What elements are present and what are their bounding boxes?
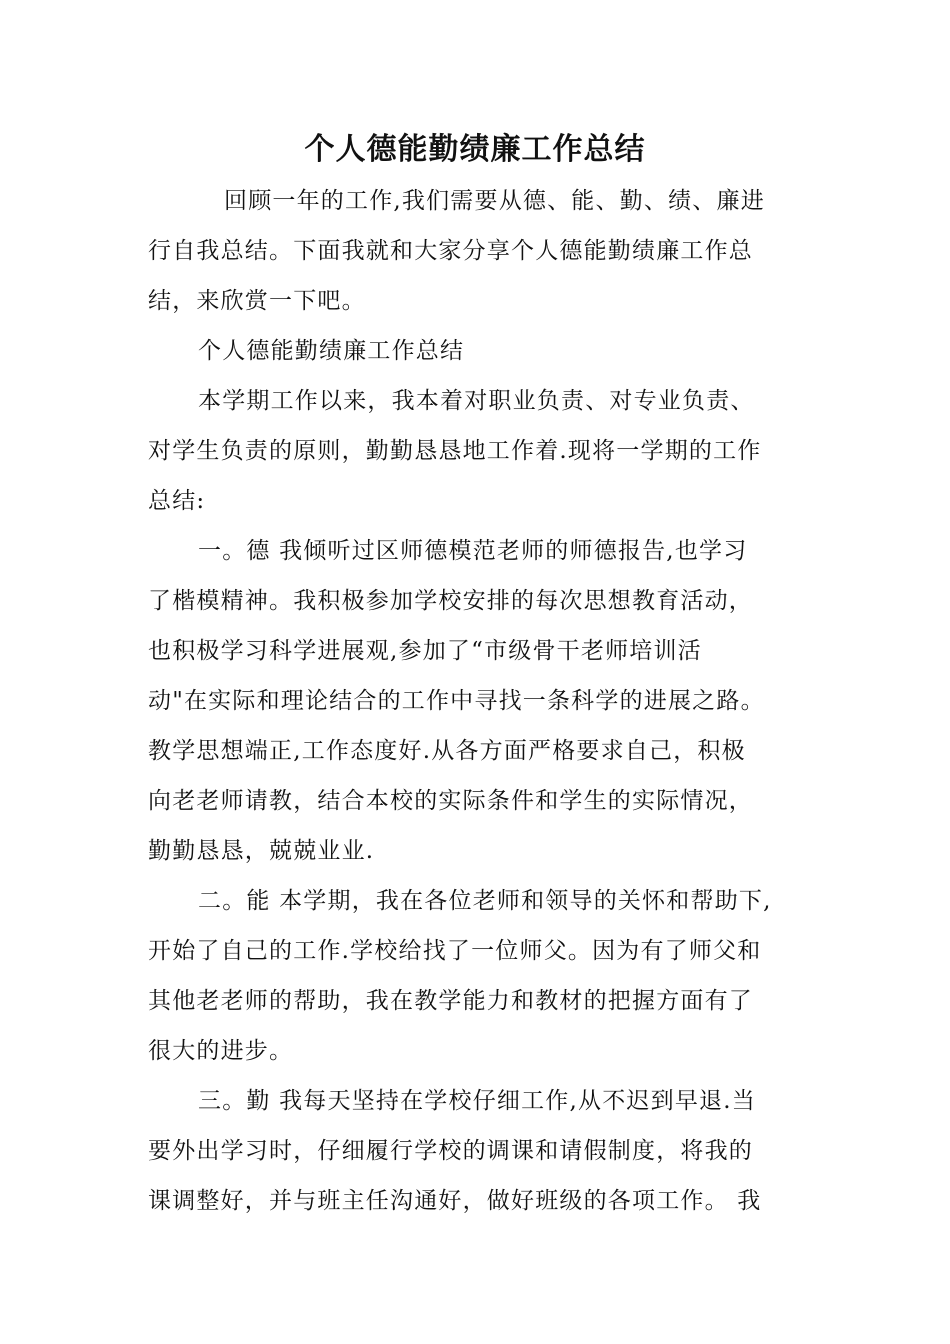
- text-line: 要外出学习时，仔细履行学校的调课和请假制度，将我的: [148, 1138, 753, 1164]
- text-line: 教学思想端正,工作态度好.从各方面严格要求自己，积极: [148, 738, 746, 764]
- section-heading: 个人德能勤绩廉工作总结: [198, 338, 465, 364]
- text-line: 也积极学习科学进展观,参加了“市级骨干老师培训活: [148, 638, 702, 664]
- text-line: 动"在实际和理论结合的工作中寻找一条科学的进展之路。: [148, 688, 765, 714]
- text-line: 本学期工作以来，我本着对职业负责、对专业负责、: [198, 388, 755, 414]
- text-line: 了楷模精神。我积极参加学校安排的每次思想教育活动，: [148, 588, 753, 614]
- document-title: 个人德能勤绩廉工作总结: [304, 132, 646, 167]
- text-line: 行自我总结。下面我就和大家分享个人德能勤绩廉工作总: [148, 238, 753, 264]
- text-line: 勤勤恳恳，兢兢业业.: [148, 838, 375, 864]
- text-line: 很大的进步。: [148, 1038, 294, 1064]
- text-line: 其他老老师的帮助，我在教学能力和教材的把握方面有了: [148, 988, 753, 1014]
- text-line: 开始了自己的工作.学校给找了一位师父。因为有了师父和: [148, 938, 762, 964]
- text-line: 课调整好，并与班主任沟通好，做好班级的各项工作。 我: [148, 1188, 762, 1214]
- text-line: 一。德 我倾听过区师德模范老师的师德报告,也学习: [198, 538, 748, 564]
- text-line: 三。勤 我每天坚持在学校仔细工作,从不迟到早退.当: [198, 1088, 756, 1114]
- text-line: 向老老师请教，结合本校的实际条件和学生的实际情况，: [148, 788, 753, 814]
- text-line: 结，来欣赏一下吧。: [148, 288, 366, 314]
- text-line: 总结:: [148, 488, 206, 514]
- text-line: 二。能 本学期，我在各位老师和领导的关怀和帮助下,: [198, 888, 772, 914]
- text-line: 回顾一年的工作,我们需要从德、能、勤、绩、廉进: [224, 188, 765, 214]
- text-line: 对学生负责的原则，勤勤恳恳地工作着.现将一学期的工作: [148, 438, 762, 464]
